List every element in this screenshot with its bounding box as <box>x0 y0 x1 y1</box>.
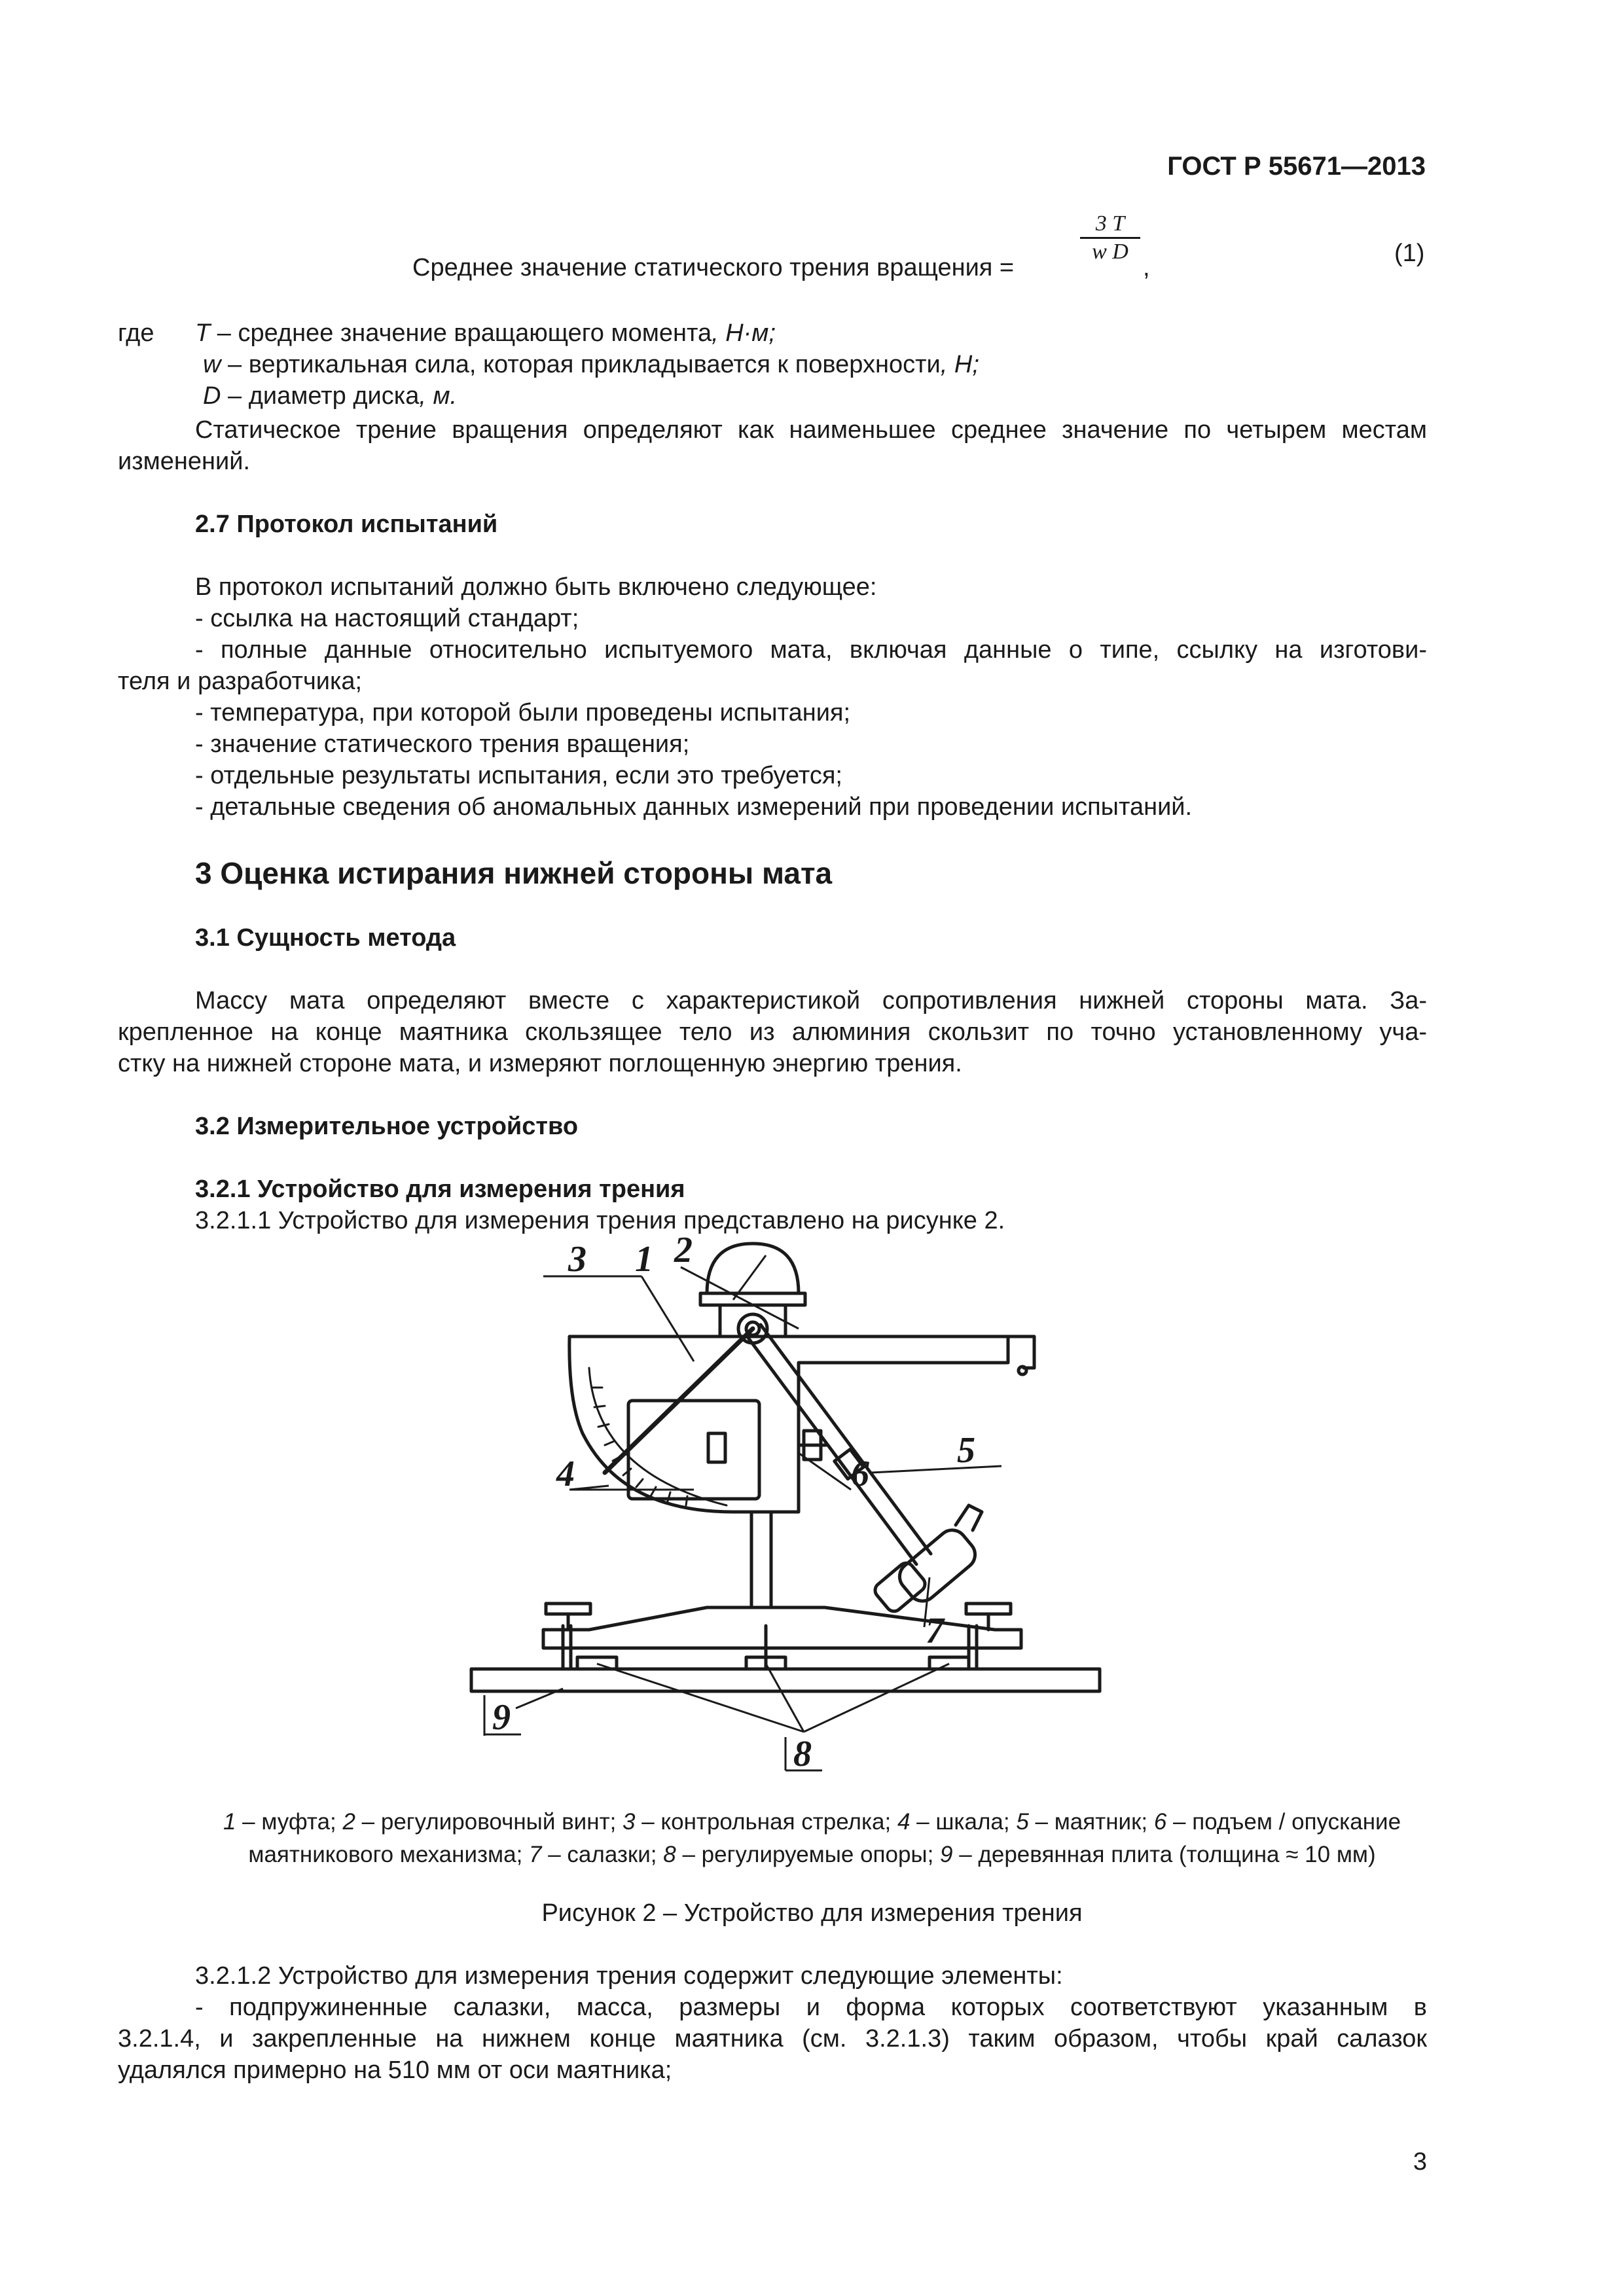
where-item-d-text: – диаметр диска <box>221 382 420 410</box>
scale-window <box>628 1401 759 1499</box>
formula-number: (1) <box>1394 240 1425 267</box>
formula-denominator: w D <box>1092 240 1128 264</box>
where-prefix: где <box>118 319 154 347</box>
where-item-t-text: – среднее значение вращающего момента <box>210 319 712 347</box>
fig-label-3: 3 <box>568 1239 586 1280</box>
symbol-d: D <box>203 382 221 410</box>
formula-comma: , <box>1143 254 1150 281</box>
fig-label-8: 8 <box>793 1734 812 1774</box>
formula-fraction <box>1080 211 1140 265</box>
s27-line-4: - температура, при которой были проведены испытания; <box>195 699 851 726</box>
fig-label-6: 6 <box>851 1454 869 1494</box>
legend-9-text: – деревянная плита (толщина ≈ 10 мм) <box>952 1842 1376 1867</box>
figure-legend-line-1 <box>0 1806 1624 1838</box>
fig-label-2: 2 <box>674 1237 693 1270</box>
legend-3-num: 3 <box>623 1809 636 1835</box>
symbol-t: T <box>195 319 211 347</box>
where-item-w-unit: , Н; <box>940 351 979 378</box>
fig-label-5: 5 <box>957 1430 975 1471</box>
legend-8-num: 8 <box>663 1842 676 1867</box>
scale-arc <box>589 1368 727 1505</box>
s27-line-3: теля и разработчика; <box>118 668 363 695</box>
where-item-d-unit: , м. <box>419 382 458 410</box>
s27-line-2: - полные данные относительно испытуемого мата, включая данные о типе, ссылку на изготови- <box>195 636 1427 664</box>
legend-2-num: 2 <box>342 1809 355 1835</box>
formula-numerator: 3 T <box>1080 211 1140 239</box>
legend-4-num: 4 <box>897 1809 911 1835</box>
legend-7-text: – салазки; <box>541 1842 664 1867</box>
s31-line-3: стку на нижней стороне мата, и измеряют поглощенную энергию трения. <box>118 1050 962 1077</box>
legend-6-text: – подъем / опускание <box>1166 1809 1401 1835</box>
section-3-title: 3 Оценка истирания нижней стороны мата <box>195 856 833 890</box>
legend-6-cont: маятникового механизма; <box>248 1842 530 1867</box>
where-item-w-text: – вертикальная сила, которая прикладывается к поверхности <box>221 351 941 378</box>
legend-8-text: – регулируемые опоры; <box>676 1842 941 1867</box>
legend-7-num: 7 <box>529 1842 542 1867</box>
where-item-t <box>195 317 776 350</box>
friction-device-figure <box>458 1237 1152 1774</box>
base-beam <box>543 1607 1021 1648</box>
legend-4-text: – шкала; <box>910 1809 1017 1835</box>
legend-5-text: – маятник; <box>1028 1809 1154 1835</box>
section-3-1-title: 3.1 Сущность метода <box>195 924 456 952</box>
where-item-d <box>203 380 457 412</box>
formula-lhs: Среднее значение статического трения вращения = <box>412 254 1015 281</box>
fig-label-9: 9 <box>492 1697 511 1738</box>
symbol-w: w <box>203 351 221 378</box>
s31-line-1: Массу мата определяют вместе с характеристикой сопротивления нижней стороны мата. За- <box>195 987 1427 1014</box>
section-2-7-title: 2.7 Протокол испытаний <box>195 511 498 538</box>
para-static-line-2: изменений. <box>118 448 251 475</box>
legend-1-num: 1 <box>223 1809 236 1835</box>
where-item-t-unit: , Н·м; <box>712 319 776 347</box>
figure-legend-line-2 <box>0 1839 1624 1871</box>
where-item-w <box>203 348 979 381</box>
fig-label-1: 1 <box>635 1239 653 1280</box>
legend-2-text: – регулировочный винт; <box>355 1809 623 1835</box>
s3212-line-2: - подпружиненные салазки, масса, размеры и форма которых соответствуют указанным в <box>195 1994 1427 2021</box>
s3212-line-1: 3.2.1.2 Устройство для измерения трения содержит следующие элементы: <box>195 1962 1063 1990</box>
legend-9-num: 9 <box>940 1842 953 1867</box>
support-right <box>929 1657 969 1669</box>
wooden-plate <box>471 1669 1100 1691</box>
legend-6-num: 6 <box>1153 1809 1167 1835</box>
s27-line-1: - ссылка на настоящий стандарт; <box>195 605 579 632</box>
section-3-2-1-title: 3.2.1 Устройство для измерения трения <box>195 1175 685 1203</box>
s3212-line-3: 3.2.1.4, и закрепленные на нижнем конце маятника (см. 3.2.1.3) таким образом, чтобы край салазок <box>118 2025 1427 2053</box>
fig-label-4: 4 <box>556 1454 575 1494</box>
s27-intro: В протокол испытаний должно быть включено следующее: <box>195 573 877 601</box>
legend-3-text: – контрольная стрелка; <box>635 1809 897 1835</box>
s321-text: 3.2.1.1 Устройство для измерения трения представлено на рисунке 2. <box>195 1207 1005 1234</box>
para-static-line-1: Статическое трение вращения определяют как наименьшее среднее значение по четырем местам <box>195 416 1427 444</box>
support-left <box>577 1657 617 1669</box>
s27-line-7: - детальные сведения об аномальных данных измерений при проведении испытаний. <box>195 793 1193 821</box>
page-number: 3 <box>1413 2148 1427 2176</box>
figure-title: Рисунок 2 – Устройство для измерения трения <box>541 1899 1083 1927</box>
fig-label-7: 7 <box>926 1611 944 1651</box>
standard-header: ГОСТ Р 55671—2013 <box>1167 152 1426 181</box>
legend-1-text: – муфта; <box>236 1809 343 1835</box>
section-3-2-title: 3.2 Измерительное устройство <box>195 1113 579 1140</box>
s27-line-5: - значение статического трения вращения; <box>195 730 690 758</box>
s3212-line-4: удалялся примерно на 510 мм от оси маятника; <box>118 2056 672 2084</box>
s31-line-2: крепленное на конце маятника скользящее тело из алюминия скользит по точно установленному уча- <box>118 1018 1427 1046</box>
legend-5-num: 5 <box>1016 1809 1029 1835</box>
s27-line-6: - отдельные результаты испытания, если это требуется; <box>195 762 842 789</box>
adjusting-screw <box>707 1244 799 1293</box>
